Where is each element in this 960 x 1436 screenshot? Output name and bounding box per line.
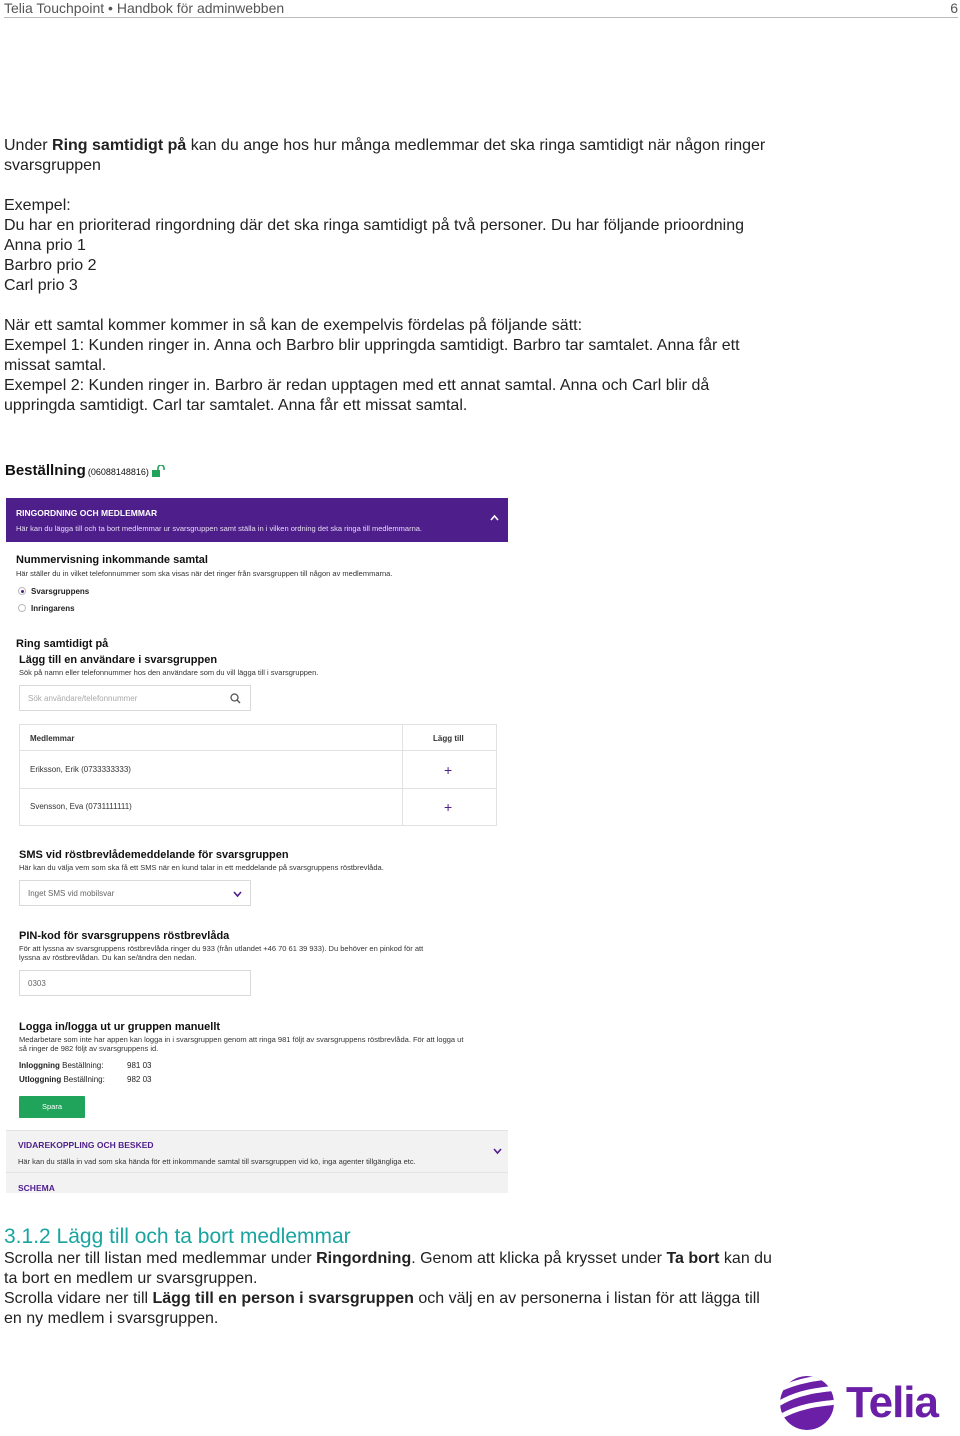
login-sub: Beställning: (62, 1061, 104, 1070)
ring-order-section-desc: Här kan du lägga till och ta bort medlemmar ur svarsgruppen samt ställa in i vilken ordning det ska ringa till medlemmarna. (16, 524, 423, 533)
member-name: Eriksson, Erik (0733333333) (30, 765, 131, 774)
logout-sub: Beställning: (63, 1075, 105, 1084)
table-header-row (20, 725, 496, 751)
forwarding-section-title: VIDAREKOPPLING OCH BESKED (18, 1140, 154, 1150)
member-name: Svensson, Eva (0731111111) (30, 802, 132, 811)
order-number: (06088148816) (87, 467, 149, 477)
example-line: Barbro prio 2 (4, 257, 97, 274)
admin-web-screenshot (6, 498, 508, 1193)
number-display-title: Nummervisning inkommande samtal (16, 554, 208, 566)
pin-input[interactable] (19, 970, 251, 996)
pin-desc: lyssna av röstbrevlådan. Du kan se/ändra den nedan. (19, 953, 197, 962)
radio-inringarens[interactable] (18, 604, 26, 612)
save-button-label: Spara (41, 1102, 62, 1111)
login-title: Logga in/logga ut ur gruppen manuellt (19, 1021, 221, 1033)
ta-bort-term: Ta bort (666, 1250, 720, 1267)
intro-paragraph-line2: svarsgruppen (4, 157, 101, 174)
logout-code: 982 03 (127, 1075, 152, 1084)
section-text: . Genom att klicka på krysset under (411, 1250, 667, 1267)
page-number: 6 (950, 0, 958, 16)
number-display-desc: Här ställer du in vilket telefonnummer som ska visas när det ringer från svarsgruppen till någon av medlemmarna. (16, 569, 393, 578)
ring-simultaneous-title: Ring samtidigt på (16, 638, 109, 650)
radio-label-inringarens: Inringarens (31, 604, 75, 613)
unlock-icon (152, 465, 166, 478)
search-placeholder: Sök användare/telefonnummer (28, 694, 138, 703)
forwarding-section-header[interactable] (6, 1130, 508, 1172)
intro-text: kan du ange hos hur många medlemmar det ska ringa samtidigt när någon ringer (186, 137, 766, 154)
example-line: Du har en prioriterad ringordning där det ska ringa samtidigt på två personer. Du har följande prioordning (4, 217, 744, 234)
section-text: Scrolla vidare ner till (4, 1290, 153, 1307)
ring-order-section-header[interactable] (6, 498, 508, 542)
login-desc: så ringer de 982 följt av svarsgruppens id. (19, 1044, 159, 1053)
column-header-members: Medlemmar (30, 734, 75, 743)
add-member-button[interactable]: + (444, 799, 453, 815)
section-paragraph-line: en ny medlem i svarsgruppen. (4, 1310, 219, 1327)
login-code: 981 03 (127, 1061, 152, 1070)
column-header-add: Lägg till (433, 734, 464, 743)
logout-label: Utloggning (19, 1075, 62, 1084)
radio-label-svarsgruppens: Svarsgruppens (31, 587, 90, 596)
document-title: Telia Touchpoint • Handbok för adminwebben (4, 0, 285, 16)
section-text: och välj en av personerna i listan för att lägga till (413, 1290, 760, 1307)
ringordning-term: Ringordning (316, 1250, 412, 1267)
add-person-term: Lägg till en person i svarsgruppen (152, 1290, 414, 1307)
distribution-line: När ett samtal kommer kommer in så kan de exempelvis fördelas på följande sätt: (4, 317, 583, 334)
example2-line: Exempel 2: Kunden ringer in. Barbro är redan upptagen med ett annat samtal. Anna och Carl blir då (4, 377, 710, 394)
chevron-down-icon[interactable] (233, 891, 242, 898)
sms-title: SMS vid röstbrevlådemeddelande för svarsgruppen (19, 849, 289, 861)
order-title (5, 462, 149, 479)
column-divider (402, 725, 403, 825)
example2-line: uppringda samtidigt. Carl tar samtalet. Anna får ett missat samtal. (4, 397, 468, 414)
table-row (20, 789, 496, 826)
telia-pebble-icon (778, 1372, 838, 1432)
example1-line: Exempel 1: Kunden ringer in. Anna och Barbro blir uppringda samtidigt. Barbro tar samtalet. Anna får ett (4, 337, 740, 354)
chevron-up-icon[interactable] (490, 514, 499, 521)
user-search-input[interactable] (19, 685, 251, 711)
example-label: Exempel: (4, 197, 71, 214)
logout-row (19, 1075, 105, 1084)
section-text: kan du (719, 1250, 772, 1267)
chevron-down-icon[interactable] (493, 1148, 502, 1155)
pin-value: 0303 (28, 979, 46, 988)
telia-logo-wordmark: Telia (846, 1378, 939, 1427)
example-line: Carl prio 3 (4, 277, 78, 294)
section-heading: 3.1.2 Lägg till och ta bort medlemmar (4, 1225, 351, 1248)
search-icon[interactable] (230, 693, 241, 704)
section-paragraph-line (4, 1249, 772, 1269)
login-row (19, 1061, 103, 1070)
ring-simultaneous-term: Ring samtidigt på (52, 137, 187, 154)
login-label: Inloggning (19, 1061, 60, 1070)
members-table (19, 724, 497, 826)
sms-select-value: Inget SMS vid mobilsvar (28, 889, 115, 898)
running-header (4, 0, 958, 18)
schema-section-header[interactable] (6, 1172, 508, 1193)
schema-section-title: SCHEMA (18, 1183, 55, 1193)
table-row (20, 751, 496, 789)
order-title-text: Beställning (5, 462, 86, 479)
example-line: Anna prio 1 (4, 237, 86, 254)
section-paragraph-line (4, 1289, 760, 1309)
sms-desc: Här kan du välja vem som ska få ett SMS när en kund talar in ett meddelande på svarsgruppens röstbrevlåda. (19, 863, 384, 872)
add-user-title: Lägg till en användare i svarsgruppen (19, 654, 218, 666)
radio-svarsgruppens[interactable] (18, 587, 26, 595)
intro-text: Under (4, 137, 53, 154)
sms-select[interactable] (19, 880, 251, 906)
forwarding-section-desc: Här kan du ställa in vad som ska hända för ett inkommande samtal till svarsgruppen vid kö, inga agenter tillgängliga etc. (18, 1157, 416, 1166)
example1-line: missat samtal. (4, 357, 107, 374)
ring-order-section-title: RINGORDNING OCH MEDLEMMAR (16, 508, 158, 518)
add-user-desc: Sök på namn eller telefonnummer hos den användare som du vill lägga till i svarsgruppen. (19, 668, 319, 677)
section-text: Scrolla ner till listan med medlemmar under (4, 1250, 317, 1267)
login-desc: Medarbetare som inte har appen kan logga in i svarsgruppen genom att ringa 981 följt av svarsgruppens röstbrevlåda. För att logga ut (19, 1035, 464, 1044)
pin-title: PIN-kod för svarsgruppens röstbrevlåda (19, 930, 230, 942)
pin-desc: För att lyssna av svarsgruppens röstbrevlåda ringer du 933 (från utlandet +46 70 61 39 933). Du behöver en pinkod för att (19, 944, 424, 953)
section-paragraph-line: ta bort en medlem ur svarsgruppen. (4, 1270, 258, 1287)
intro-paragraph-line1 (4, 136, 765, 156)
save-button[interactable] (19, 1096, 85, 1118)
add-member-button[interactable]: + (444, 762, 453, 778)
